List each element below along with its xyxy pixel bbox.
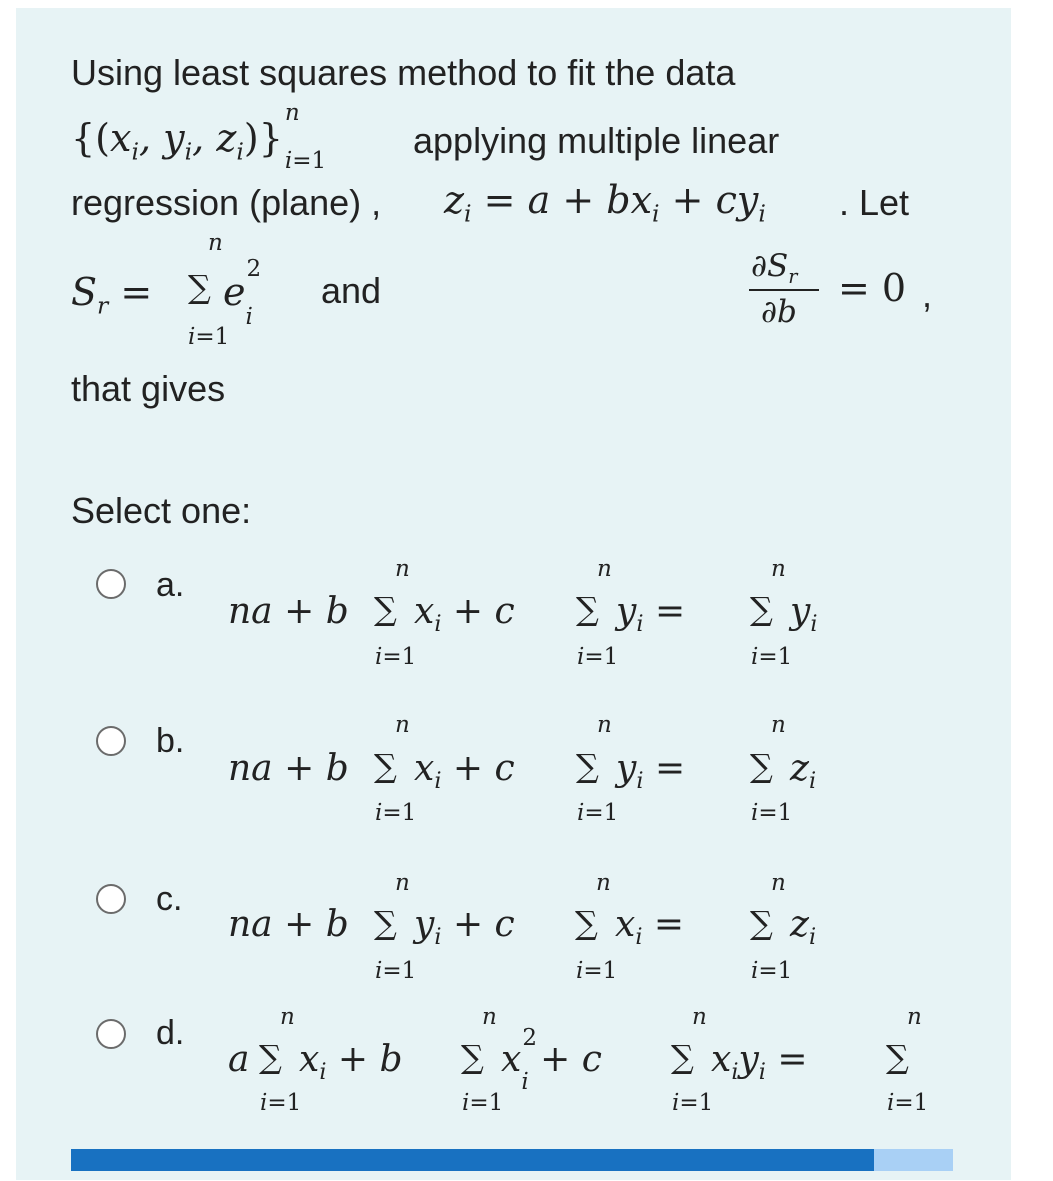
that-gives: that gives (71, 368, 226, 409)
option-b-radio[interactable] (96, 726, 126, 756)
sr-sum-lower: i=1 (188, 324, 230, 350)
equals-zero: = 0 (838, 266, 907, 310)
sr-formula: $S_r$ = (71, 270, 153, 320)
partial-numerator: $\partial S_r$ (751, 248, 798, 289)
plane-formula: $z_i = a + bx_i + cy_i$ (444, 178, 766, 228)
sr-sum-symbol: ∑ (188, 268, 211, 306)
option-b-letter: b. (156, 722, 185, 760)
partial-denominator: ∂b (761, 294, 797, 330)
question-line-3: regression (plane) , (71, 182, 382, 223)
progress-bar (71, 1149, 953, 1171)
sr-sum-upper: n (208, 230, 223, 256)
option-c-radio[interactable] (96, 884, 126, 914)
option-d-radio[interactable] (96, 1019, 126, 1049)
option-a-letter: a. (156, 566, 185, 604)
option-c-letter: c. (156, 880, 183, 918)
sr-summand: e 2 $_i$ (223, 256, 262, 330)
option-d-letter: d. (156, 1014, 185, 1052)
question-line-2: applying multiple linear (413, 120, 780, 161)
progress-bar-fill (71, 1149, 874, 1171)
question-line-1: Using least squares method to fit the data (71, 52, 736, 93)
select-one-label: Select one: (71, 490, 252, 531)
question-line-3-end: . Let (839, 182, 910, 223)
option-a-radio[interactable] (96, 569, 126, 599)
and-word: and (321, 270, 382, 311)
fraction-line (749, 289, 819, 291)
data-set-formula: {($x_i$, $y_i$, $z_i$)} n $_{i=1}$ (71, 100, 327, 174)
question-card: Using least squares method to fit the data {($x_i$, $y_i$, $z_i$)} n $_{i=1}$ applying multiple linear regression (plane) , $z_i = a + bx_i + cy_i$ . Let $S_r$ = n ∑ i=1 e 2 $_i$ and $\partial S_r$ ∂b = 0 , that gives Select one: a. na + b n ∑ i=1 $x_i + c$ n ∑ i=1 $y_i$ = n ∑ i=1 $y_i$ b. na + b n ∑ i=1 $x_i + c$ n ∑ i=1 $y_i$ = n ∑ i=1 $z_i$ c. na + b n ∑ i=1 $y_i + c$ n ∑ i=1 $x_i$ = n ∑ i=1 $z_i$ d. a n ∑ i=1 $x_i + b$ n ∑ i=1 x 2 $_i$ + c n ∑ i=1 $x_iy_i$ = n ∑ i=1 (16, 8, 1011, 1180)
trailing-comma: , (922, 274, 933, 315)
